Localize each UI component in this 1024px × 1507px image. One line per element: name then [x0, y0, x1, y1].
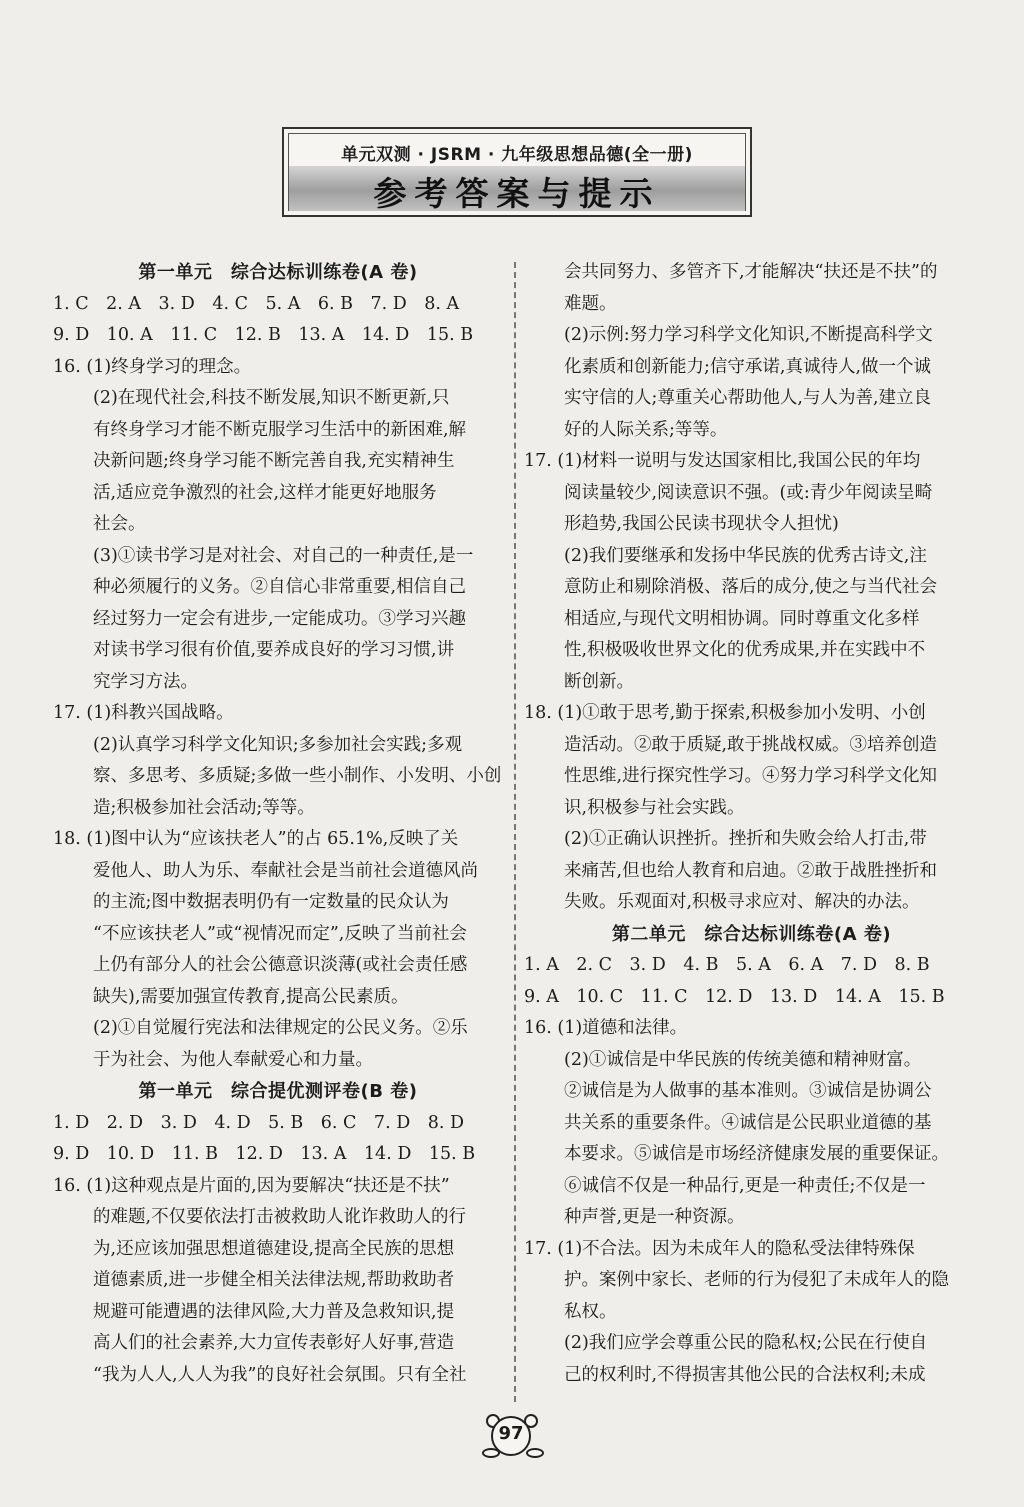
answer-line: 种必须履行的义务。②自信心非常重要,相信自己 [93, 577, 467, 597]
answer-line: 私权。 [564, 1301, 617, 1322]
answer-line: 9. A 10. C 11. C 12. D 13. D 14. A 15. B [524, 986, 945, 1007]
answer-line: 17. (1)科教兴国战略。 [53, 703, 234, 723]
answer-line: 规避可能遭遇的法律风险,大力普及急救知识,提 [93, 1301, 455, 1322]
answer-line: 爱他人、助人为乐、奉献社会是当前社会道德风尚 [93, 860, 478, 881]
answer-line: (3)①读书学习是对社会、对自己的一种责任,是一 [93, 545, 474, 566]
answer-line: “不应该扶老人”或“视情况而定”,反映了当前社会 [93, 923, 467, 944]
answer-line: 1. D 2. D 3. D 4. D 5. B 6. C 7. D 8. D [53, 1112, 465, 1133]
answer-line: 对读书学习很有价值,要养成良好的学习习惯,讲 [93, 640, 455, 660]
answer-line: 高人们的社会素养,大力宣传表彰好人好事,营造 [93, 1333, 455, 1353]
answer-line: 断创新。 [564, 671, 634, 692]
answer-line: 17. (1)材料一说明与发达国家相比,我国公民的年均 [524, 451, 921, 471]
right-column [524, 257, 979, 1391]
answer-line: 察、多思考、多质疑;多做一些小制作、小发明、小创 [93, 766, 502, 786]
document-header [282, 127, 752, 217]
answer-line: 性,积极吸收世界文化的优秀成果,并在实践中不 [564, 640, 926, 660]
section-heading: 第一单元 综合提优测评卷(B 卷) [138, 1081, 418, 1102]
answer-line: (2)我们应学会尊重公民的隐私权;公民在行使自 [564, 1333, 928, 1353]
answer-line: 16. (1)终身学习的理念。 [53, 356, 252, 377]
answer-line: 活,适应竞争激烈的社会,这样才能更好地服务 [93, 482, 437, 503]
answer-line: 实守信的人;尊重关心帮助他人,与人为善,建立良 [564, 388, 932, 408]
answer-line: 18. (1)①敢于思考,勤于探索,积极参加小发明、小创 [524, 703, 926, 723]
answer-line: (2)示例:努力学习科学文化知识,不断提高科学文 [564, 325, 933, 345]
left-column [53, 257, 503, 1391]
answer-line: 化素质和创新能力;信守承诺,真诚待人,做一个诚 [564, 356, 932, 377]
answer-line: 社会。 [93, 514, 146, 534]
answer-line: 缺失),需要加强宣传教育,提高公民素质。 [93, 986, 409, 1007]
answer-line: 决新问题;终身学习能不断完善自我,充实精神生 [93, 451, 455, 471]
answer-line: 于为社会、为他人奉献爱心和力量。 [93, 1049, 373, 1070]
answer-line: 本要求。⑤诚信是市场经济健康发展的重要保证。 [564, 1144, 949, 1164]
answer-line: 造活动。②敢于质疑,敢于挑战权威。③培养创造 [564, 734, 938, 755]
answer-line: “我为人人,人人为我”的良好社会氛围。只有全社 [93, 1364, 467, 1385]
section-heading: 第二单元 综合达标训练卷(A 卷) [611, 923, 892, 945]
answer-line: 种声誉,更是一种资源。 [564, 1207, 745, 1227]
answer-line: 护。案例中家长、老师的行为侵犯了未成年人的隐 [564, 1270, 949, 1290]
page-number-badge [472, 1412, 552, 1462]
answer-line: 1. A 2. C 3. D 4. B 5. A 6. A 7. D 8. B [524, 955, 930, 975]
page-number: 97 [498, 1423, 524, 1444]
answer-line: (2)①自觉履行宪法和法律规定的公民义务。②乐 [93, 1018, 468, 1038]
answer-line: (2)认真学习科学文化知识;多参加社会实践;多观 [93, 734, 463, 755]
answer-line: 9. D 10. D 11. B 12. D 13. A 14. D 15. B [53, 1144, 476, 1164]
answer-line: 造;积极参加社会活动;等等。 [93, 797, 315, 818]
answer-line: 阅读量较少,阅读意识不强。(或:青少年阅读呈畸 [564, 482, 933, 503]
answer-line: 相适应,与现代文明相协调。同时尊重文化多样 [564, 608, 920, 629]
answer-line: 上仍有部分人的社会公德意识淡薄(或社会责任感 [93, 955, 468, 975]
badge-right-foot-icon [526, 1448, 544, 1458]
answer-line: 为,还应该加强思想道德建设,提高全民族的思想 [93, 1238, 455, 1259]
answer-line: 1. C 2. A 3. D 4. C 5. A 6. B 7. D 8. A [53, 293, 460, 314]
answer-line: 的主流;图中数据表明仍有一定数量的民众认为 [93, 892, 449, 912]
answer-line: 17. (1)不合法。因为未成年人的隐私受法律特殊保 [524, 1238, 915, 1259]
answer-line: 16. (1)这种观点是片面的,因为要解决“扶还是不扶” [53, 1175, 450, 1196]
section-heading: 第一单元 综合达标训练卷(A 卷) [138, 262, 418, 283]
answer-line: 来痛苦,但也给人教育和启迪。②敢于战胜挫折和 [564, 860, 938, 881]
answer-line: 会共同努力、多管齐下,才能解决“扶还是不扶”的 [564, 262, 938, 282]
answer-line: 好的人际关系;等等。 [564, 419, 728, 440]
answer-line: (2)①正确认识挫折。挫折和失败会给人打击,带 [564, 829, 927, 849]
answer-line: (2)我们要继承和发扬中华民族的优秀古诗文,注 [564, 545, 927, 566]
answer-line: 道德素质,进一步健全相关法律法规,帮助救助者 [93, 1270, 455, 1290]
answer-line: (2)在现代社会,科技不断发展,知识不断更新,只 [93, 388, 450, 408]
column-divider [514, 262, 516, 1402]
answer-line: 失败。乐观面对,积极寻求应对、解决的办法。 [564, 892, 920, 912]
answer-line: 意防止和剔除消极、落后的成分,使之与当代社会 [564, 577, 938, 597]
answer-line: 9. D 10. A 11. C 12. B 13. A 14. D 15. B [53, 325, 474, 345]
header-subtitle: 单元双测 · JSRM · 九年级思想品德(全一册) [341, 145, 693, 165]
answer-line: 有终身学习才能不断克服学习生活中的新困难,解 [93, 419, 467, 440]
answer-line: 共关系的重要条件。④诚信是公民职业道德的基 [564, 1112, 932, 1133]
answer-line: 己的权利时,不得损害其他公民的合法权利;未成 [564, 1364, 926, 1385]
answer-line: 经过努力一定会有进步,一定能成功。③学习兴趣 [93, 608, 467, 629]
answer-line: (2)①诚信是中华民族的传统美德和精神财富。 [564, 1049, 922, 1070]
answer-line: 究学习方法。 [93, 671, 198, 692]
answer-line: 识,积极参与社会实践。 [564, 797, 745, 818]
answer-line: ②诚信是为人做事的基本准则。③诚信是协调公 [564, 1081, 932, 1101]
answer-line: 16. (1)道德和法律。 [524, 1018, 688, 1038]
answer-line: 18. (1)图中认为“应该扶老人”的占 65.1%,反映了关 [53, 829, 459, 849]
header-frame [288, 133, 746, 211]
page-title: 参考答案与提示 [373, 174, 661, 213]
answer-line: 形趋势,我国公民读书现状令人担忧) [564, 514, 839, 534]
answer-line: 性思维,进行探究性学习。④努力学习科学文化知 [564, 766, 938, 786]
answer-line: 难题。 [564, 293, 617, 314]
answer-line: 的难题,不仅要依法打击被救助人讹诈救助人的行 [93, 1207, 467, 1227]
answer-line: ⑥诚信不仅是一种品行,更是一种责任;不仅是一 [564, 1175, 926, 1196]
badge-left-foot-icon [482, 1448, 500, 1458]
